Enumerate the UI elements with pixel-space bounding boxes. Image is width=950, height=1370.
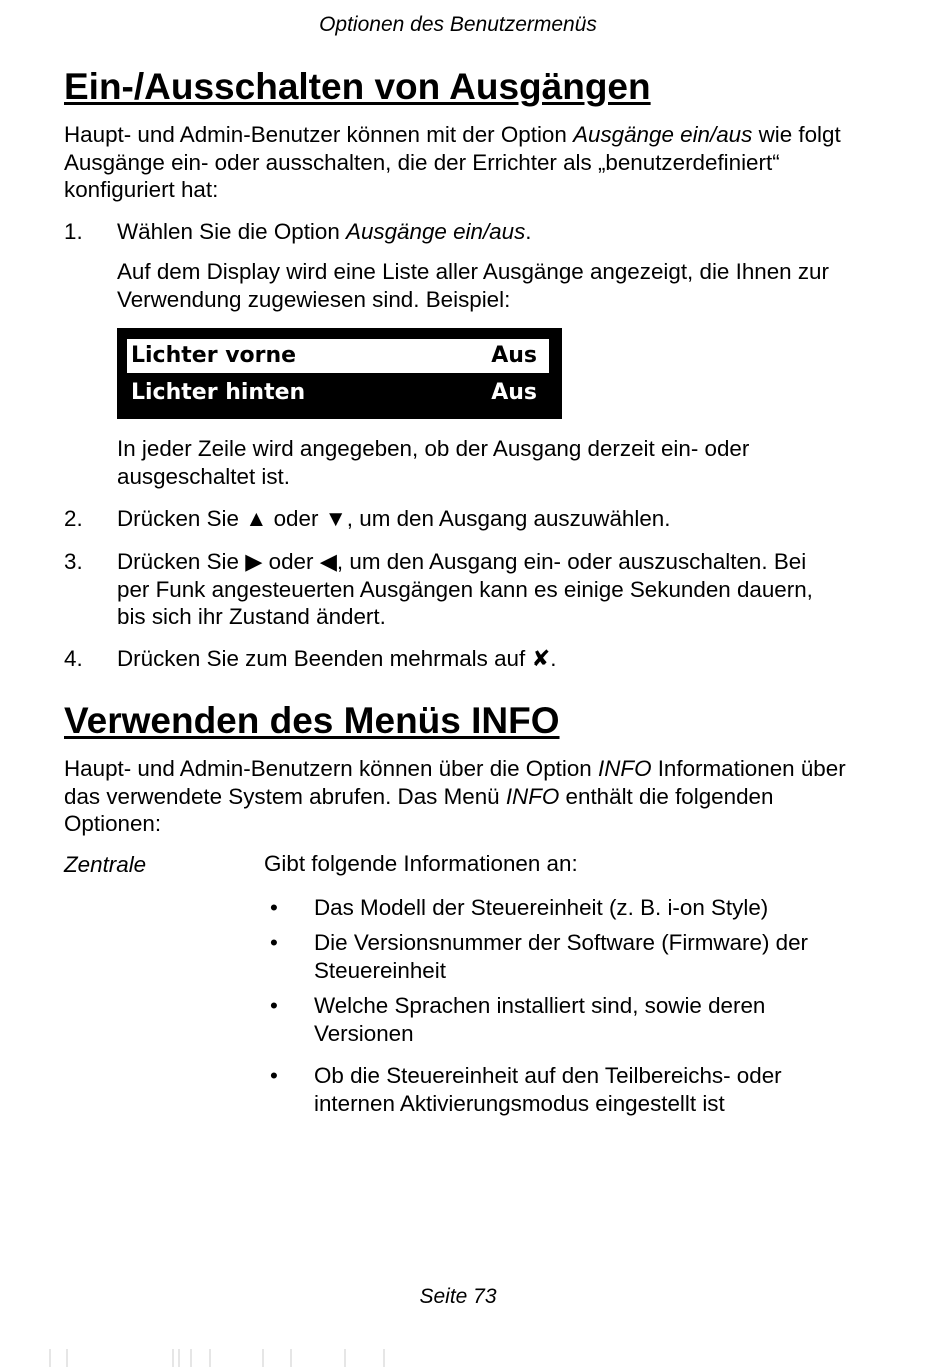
definition-term: Zentrale	[64, 852, 147, 877]
scan-mark	[290, 1349, 292, 1367]
step-text: Drücken Sie ▲ oder ▼, um den Ausgang auszuwählen.	[117, 506, 671, 531]
list-item: Das Modell der Steuereinheit (z. B. i-on Style)	[314, 895, 769, 920]
bullet-icon: •	[270, 993, 278, 1018]
scan-mark	[344, 1349, 346, 1367]
step-note: Auf dem Display wird eine Liste aller Ausgänge angezeigt, die Ihnen zur Verwendung zugewiesen sind. Beispiel:	[117, 259, 829, 312]
step-text: Wählen Sie die Option Ausgänge ein/aus.	[117, 219, 532, 244]
step-number: 3.	[64, 549, 83, 574]
list-item: Ob die Steuereinheit auf den Teilbereichs- oder internen Aktivierungsmodus eingestellt ist	[314, 1063, 782, 1116]
arrow-left-icon: ◀	[319, 549, 337, 574]
cancel-x-icon: ✘	[531, 646, 551, 671]
scan-mark	[262, 1349, 264, 1367]
info-intro: Haupt- und Admin-Benutzern können über die Option INFO Informationen über das verwendete System abrufen. Das Menü INFO enthält die folgenden Optionen:	[64, 756, 846, 836]
step-text: Drücken Sie ▶ oder ◀, um den Ausgang ein- oder auszuschalten. Bei per Funk angesteuerten Ausgängen kann es einige Sekunden dauern, bis sich ihr Zustand ändert.	[117, 549, 813, 629]
page-number: Seite 73	[419, 1285, 497, 1308]
display-row-selected	[127, 339, 549, 373]
bullet-icon: •	[270, 895, 278, 920]
list-item: Die Versionsnummer der Software (Firmware) der Steuereinheit	[314, 930, 808, 983]
display-row-label: Lichter hinten	[131, 380, 306, 405]
display-row-value: Aus	[491, 380, 537, 405]
step-note: In jeder Zeile wird angegeben, ob der Ausgang derzeit ein- oder ausgeschaltet ist.	[117, 436, 750, 489]
list-item: Welche Sprachen installiert sind, sowie deren Versionen	[314, 993, 766, 1046]
running-header: Optionen des Benutzermenüs	[319, 13, 597, 36]
step-number: 1.	[64, 219, 83, 244]
scan-mark	[190, 1349, 192, 1367]
arrow-up-icon: ▲	[245, 506, 268, 531]
scan-mark	[49, 1349, 51, 1367]
bullet-icon: •	[270, 1063, 278, 1088]
scan-mark	[209, 1349, 211, 1367]
bullet-icon: •	[270, 930, 278, 955]
display-row-label: Lichter vorne	[131, 343, 297, 368]
section-heading-outputs: Ein-/Ausschalten von Ausgängen	[64, 66, 651, 107]
step-number: 4.	[64, 646, 83, 671]
display-row-value: Aus	[491, 343, 537, 368]
scan-mark	[66, 1349, 68, 1367]
step-text: Drücken Sie zum Beenden mehrmals auf ✘.	[117, 646, 557, 671]
arrow-right-icon: ▶	[245, 549, 263, 574]
scan-mark	[172, 1349, 174, 1367]
arrow-down-icon: ▼	[324, 506, 347, 531]
display-row	[127, 376, 549, 410]
scan-mark	[178, 1349, 180, 1367]
outputs-intro: Haupt- und Admin-Benutzer können mit der Option Ausgänge ein/aus wie folgt Ausgänge ein- oder ausschalten, die der Errichter als „benutzerdefiniert“ konfiguriert hat:	[64, 122, 841, 202]
definition-text: Gibt folgende Informationen an:	[264, 851, 578, 876]
scan-mark	[383, 1349, 385, 1367]
section-heading-info: Verwenden des Menüs INFO	[64, 700, 560, 741]
display-example	[117, 328, 562, 419]
step-number: 2.	[64, 506, 83, 531]
